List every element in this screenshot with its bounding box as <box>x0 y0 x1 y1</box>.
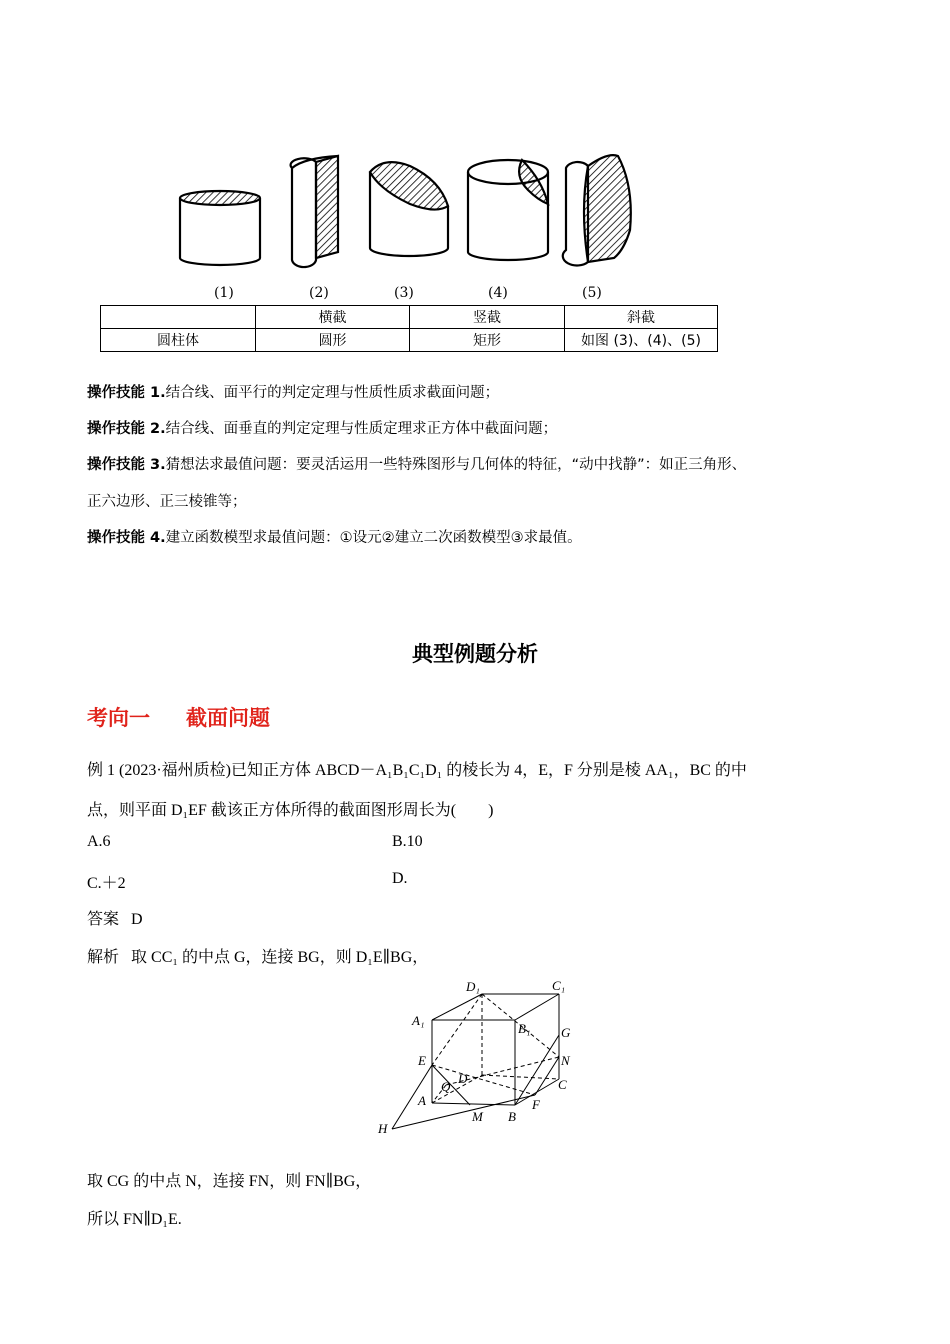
after-line-2: 所以 FN∥D₁E. <box>87 1211 182 1228</box>
table-cell: 矩形 <box>410 329 565 352</box>
skill-prefix: 操作技能 4. <box>87 530 166 546</box>
cylinder-4 <box>468 160 548 260</box>
cylinder-2 <box>291 156 338 267</box>
analysis <box>87 944 428 967</box>
topic-heading <box>87 702 306 732</box>
figure-label: (2) <box>309 285 329 301</box>
label-M: M <box>472 1109 483 1124</box>
label-A1: A₁ <box>412 1013 425 1028</box>
section-comparison-table <box>100 305 718 352</box>
section-title: 典型例题分析 <box>412 642 538 666</box>
label-D: D <box>458 1071 468 1086</box>
table-cell: 圆形 <box>256 329 410 352</box>
cylinder-5 <box>563 155 631 265</box>
skill-prefix: 操作技能 1. <box>87 385 166 401</box>
figure-label: (3) <box>394 285 414 301</box>
table-cell <box>101 306 256 329</box>
topic-number: 考向一 <box>87 706 150 730</box>
table-cell: 竖截 <box>410 306 565 329</box>
label-N: N <box>561 1053 570 1068</box>
figure-label: (4) <box>488 285 508 301</box>
skill-3 <box>87 453 746 474</box>
cylinder-sections-figure <box>170 150 650 300</box>
cube-section-figure <box>370 975 580 1140</box>
table-cell: 圆柱体 <box>101 329 256 352</box>
skill-4 <box>87 526 582 547</box>
cylinder-3 <box>370 162 448 256</box>
label-F: F <box>532 1097 540 1112</box>
label-A: A <box>418 1093 426 1108</box>
table-cell: 斜截 <box>565 306 718 329</box>
answer <box>87 906 143 929</box>
skill-prefix: 操作技能 2. <box>87 421 166 437</box>
label-E: E <box>418 1053 426 1068</box>
analysis-label: 解析 <box>87 949 120 966</box>
option-c: C.＋2 <box>87 875 126 892</box>
label-C: C <box>558 1077 567 1092</box>
example-line-1: 例 1 (2023·福州质检)已知正方体 ABCD－A₁B₁C₁D₁ 的棱长为 4，E，F 分别是棱 AA₁，BC 的中 <box>87 762 747 779</box>
skill-text: 猜想法求最值问题：要灵活运用一些特殊图形与几何体的特征，“动中找静”：如正三角形、 <box>165 457 747 473</box>
figure-label: (5) <box>582 285 602 301</box>
label-Q: Q <box>441 1079 451 1094</box>
answer-value: D <box>131 911 143 928</box>
label-H: H <box>378 1121 388 1136</box>
skill-3-continued: 正六边形、正三棱锥等； <box>87 494 247 510</box>
after-line-1: 取 CG 的中点 N，连接 FN，则 FN∥BG， <box>87 1173 372 1190</box>
table-cell: 如图 (3)、(4)、(5) <box>565 329 718 352</box>
label-C1: C₁ <box>552 978 566 993</box>
skill-text: 结合线、面垂直的判定定理与性质定理求正方体中截面问题； <box>165 421 558 437</box>
label-B: B <box>508 1109 516 1124</box>
label-G: G <box>561 1025 571 1040</box>
answer-label: 答案 <box>87 911 120 928</box>
topic-title: 截面问题 <box>186 706 270 730</box>
table-cell: 横截 <box>256 306 410 329</box>
table-row <box>101 306 718 329</box>
label-B1: B₁ <box>518 1021 531 1036</box>
option-d: D. <box>392 870 408 887</box>
figure-label: (1) <box>214 285 234 301</box>
skill-text: 建立函数模型求最值问题：①设元②建立二次函数模型③求最值。 <box>165 530 582 546</box>
analysis-text: 取 CC₁ 的中点 G，连接 BG，则 D₁E∥BG， <box>131 949 429 966</box>
option-a: A.6 <box>87 833 111 850</box>
label-D1: D₁ <box>466 979 480 994</box>
skill-2 <box>87 417 557 438</box>
option-b: B.10 <box>392 833 423 850</box>
skill-prefix: 操作技能 3. <box>87 457 166 473</box>
skill-text: 结合线、面平行的判定定理与性质性质求截面问题； <box>165 385 500 401</box>
table-row <box>101 329 718 352</box>
example-line-2: 点，则平面 D₁EF 截该正方体所得的截面图形周长为( ) <box>87 802 494 819</box>
skill-1 <box>87 381 499 402</box>
cylinder-1 <box>180 191 260 265</box>
